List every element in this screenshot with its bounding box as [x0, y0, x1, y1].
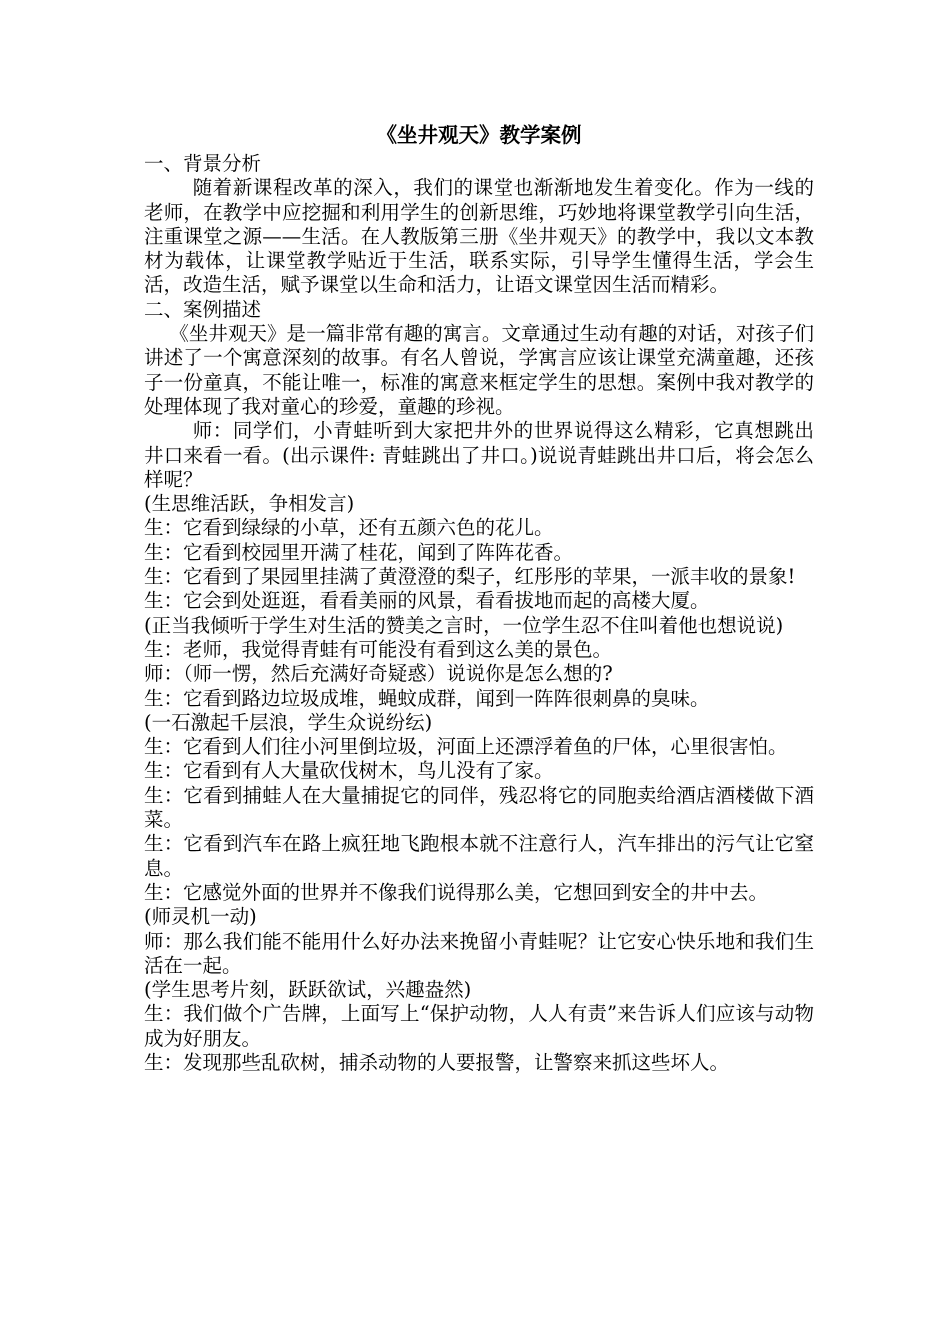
- dialogue-line: 生：它看到绿绿的小草，还有五颜六色的花儿。: [144, 516, 554, 540]
- dialogue-line: 生：它看到路边垃圾成堆，蝇蚊成群，闻到一阵阵很刺鼻的臭味。: [144, 686, 710, 710]
- dialogue-line: (师灵机一动): [144, 905, 257, 929]
- section-heading-case: 二、案例描述: [144, 297, 262, 321]
- dialogue-line: 生：它会到处逛逛，看看美丽的风景，看看拔地而起的高楼大厦。: [144, 589, 710, 613]
- dialogue-line: (生思维活跃，争相发言): [144, 492, 355, 516]
- dialogue-line: (一石激起千层浪，学生众说纷纭): [144, 710, 433, 734]
- case-intro-paragraph: 《坐井观天》是一篇非常有趣的寓言。文章通过生动有趣的对话，对孩子们讲述了一个寓意深刻的故事。有名人曾说，学寓言应该让课堂充满童趣，还孩子一份童真，不能让唯一，标准的寓意来框定学生的思想。案例中我对教学的处理体现了我对童心的珍爱，童趣的珍视。: [144, 322, 814, 418]
- teacher-opening-paragraph: 师：同学们，小青蛙听到大家把井外的世界说得这么精彩，它真想跳出井口来看一看。(出示课件: 青蛙跳出了井口。)说说青蛙跳出井口后，将会怎么样呢？: [144, 419, 814, 491]
- document-title: 《坐井观天》教学案例: [376, 123, 582, 147]
- dialogue-line: 生：它看到捕蛙人在大量捕捉它的同伴，残忍将它的同胞卖给酒店酒楼做下酒菜。: [144, 783, 814, 832]
- dialogue-line: 师：（师一愣，然后充满好奇疑惑）说说你是怎么想的?: [144, 662, 613, 686]
- dialogue-line: (正当我倾听于学生对生活的赞美之言时，一位学生忍不住叫着他也想说说): [144, 613, 784, 637]
- dialogue-line: 生：我们做个广告牌，上面写上“保护动物，人人有责”来告诉人们应该与动物成为好朋友。: [144, 1002, 814, 1050]
- dialogue-line: 生：它看到有人大量砍伐树木，鸟儿没有了家。: [144, 759, 554, 783]
- background-paragraph: 随着新课程改革的深入，我们的课堂也渐渐地发生着变化。作为一线的老师，在教学中应挖掘和利用学生的创新思维，巧妙地将课堂教学引向生活，注重课堂之源——生活。在人教版第三册《坐井观天》的教学中，我以文本教材为载体，让课堂教学贴近于生活，联系实际，引导学生懂得生活，学会生活，改造生活，赋予课堂以生命和活力，让语文课堂因生活而精彩。: [144, 176, 814, 297]
- dialogue-line: 生：它看到人们往小河里倒垃圾，河面上还漂浮着鱼的尸体，心里很害怕。: [144, 735, 788, 759]
- dialogue-line: 生：它看到校园里开满了桂花，闻到了阵阵花香。: [144, 540, 574, 564]
- dialogue-line: 生：它看到汽车在路上疯狂地飞跑根本就不注意行人，汽车排出的污气让它窒息。: [144, 832, 814, 880]
- dialogue-line: (学生思考片刻，跃跃欲试，兴趣盎然): [144, 978, 472, 1002]
- dialogue-line: 师：那么我们能不能用什么好办法来挽留小青蛙呢？让它安心快乐地和我们生活在一起。: [144, 929, 814, 977]
- dialogue-line: 生：它看到了果园里挂满了黄澄澄的梨子，红彤彤的苹果，一派丰收的景象!: [144, 565, 796, 589]
- dialogue-line: 生：发现那些乱砍树，捕杀动物的人要报警，让警察来抓这些坏人。: [144, 1050, 730, 1074]
- dialogue-line: 生：它感觉外面的世界并不像我们说得那么美，它想回到安全的井中去。: [144, 880, 769, 904]
- section-heading-background: 一、背景分析: [144, 152, 262, 175]
- document-page: [144, 122, 814, 1075]
- dialogue-line: 生：老师，我觉得青蛙有可能没有看到这么美的景色。: [144, 637, 613, 661]
